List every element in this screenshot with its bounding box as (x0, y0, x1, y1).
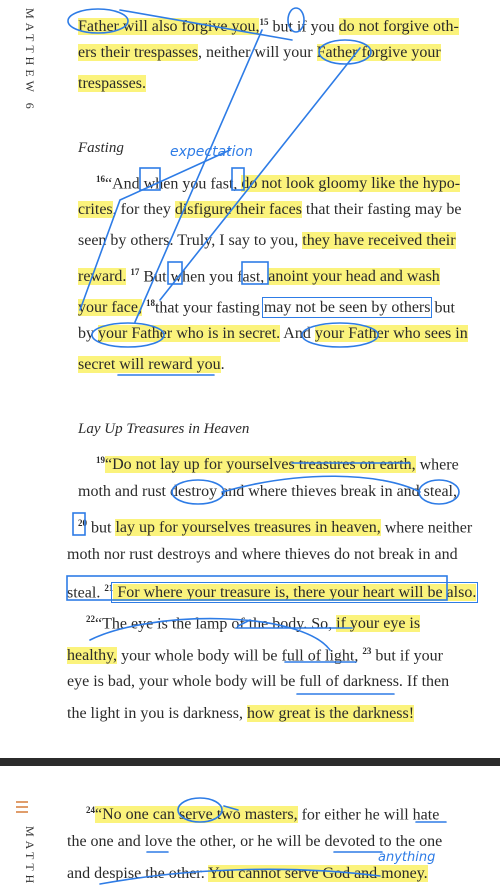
text-line: Father will also forgive you,$^{15}$ but if you do not forgive oth- (78, 17, 459, 36)
text-line: $^{22}$“The eye is the lamp of the body. So, if your eye is (86, 614, 421, 633)
text-line: $^{24}$“No one can serve two masters, for either he will hate (86, 805, 440, 824)
text-line: $^{19}$“Do not lay up for yourselves treasures on earth, where (96, 455, 459, 474)
text-line: moth nor rust destroys and where thieves do not break in and (67, 546, 458, 563)
text-line: secret will reward you. (78, 356, 225, 373)
text-line: seen by others. Truly, I say to you, they have received their (78, 232, 456, 249)
text-line: eye is bad, your whole body will be full of darkness. If then (67, 673, 450, 690)
text-line: crites, for they disfigure their faces that their fasting may be (78, 201, 462, 218)
section-heading: Lay Up Treasures in Heaven (78, 421, 250, 437)
book-side-label: MATTHEW 6 (23, 8, 37, 113)
page-bottom (0, 766, 500, 888)
text-line: reward. $^{17}$ But when you fast, anoint your head and wash (78, 267, 440, 286)
text-line: by your Father who is in secret. And your Father who sees in (78, 325, 468, 342)
book-side-label: MATTH (23, 826, 37, 888)
handwritten-note: anything (378, 850, 436, 865)
text-line: $^{16}$“And when you fast, do not look gloomy like the hypo- (96, 174, 461, 193)
text-line: ers their trespasses, neither will your Father forgive your (78, 44, 441, 61)
text-line: trespasses. (78, 75, 146, 92)
page-divider (0, 758, 500, 766)
text-line: steal. $^{21}$ For where your treasure is, there your heart will be also. (67, 583, 477, 602)
menu-icon[interactable] (16, 801, 28, 816)
handwritten-note: expectation (170, 144, 253, 160)
text-line: your face, $^{18}$that your fasting may not be seen by others but (78, 298, 455, 317)
text-line: and despise the other. You cannot serve God and money. (67, 865, 428, 882)
text-line: $^{20}$ but lay up for yourselves treasures in heaven, where neither (78, 518, 473, 537)
text-line: the light in you is darkness, how great is the darkness! (67, 705, 415, 722)
section-heading: Fasting (78, 140, 124, 156)
text-line: moth and rust destroy and where thieves break in and steal, (78, 483, 457, 500)
text-line: healthy, your whole body will be full of light, $^{23}$ but if your (67, 646, 443, 665)
text-line: the one and love the other, or he will be devoted to the one (67, 833, 443, 850)
